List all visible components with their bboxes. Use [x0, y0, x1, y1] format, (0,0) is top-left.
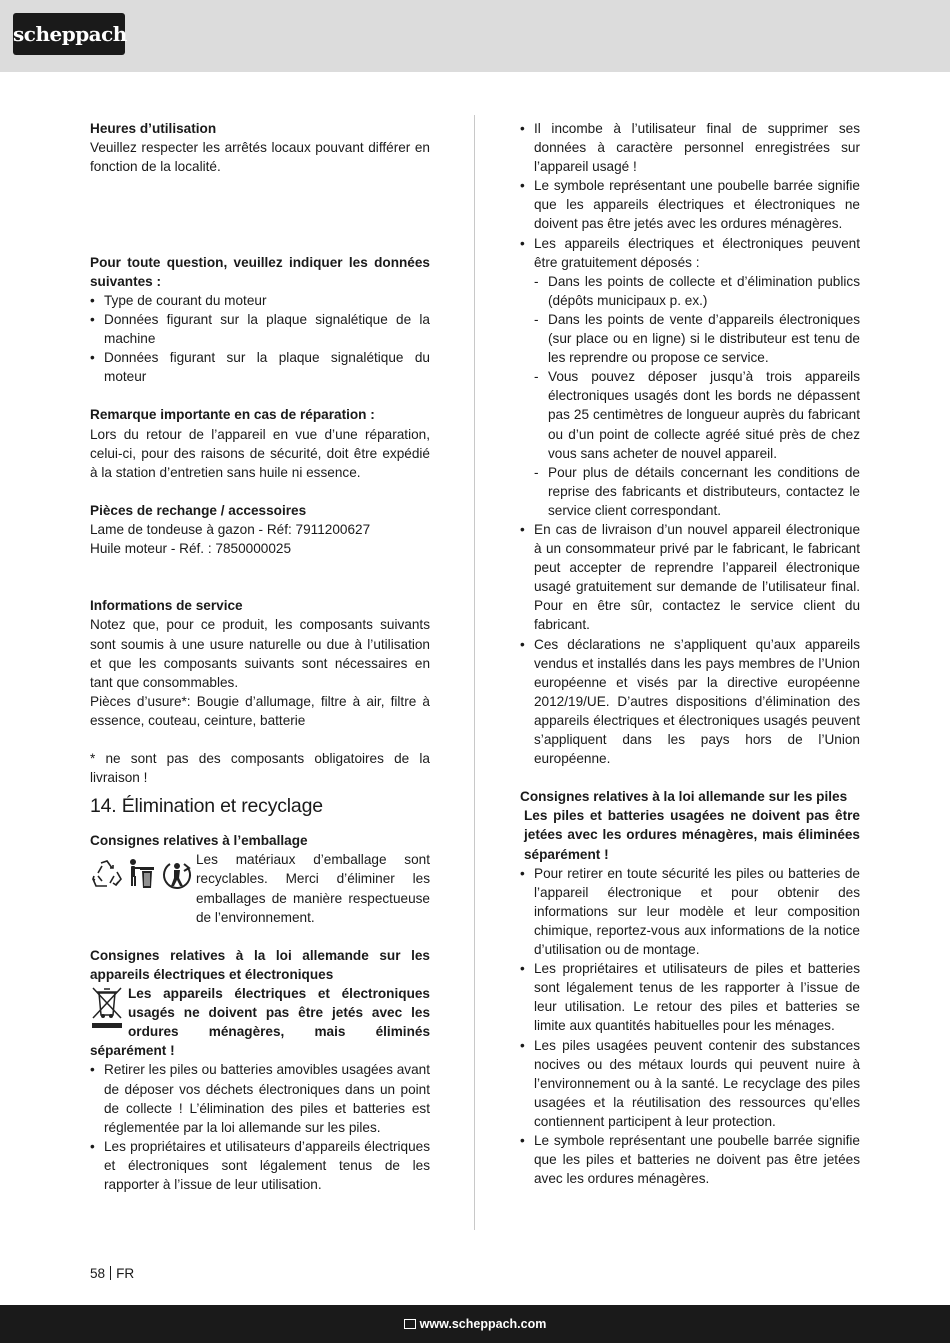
question-heading: Pour toute question, veuillez indiquer les données suivantes : [90, 254, 430, 289]
service-heading: Informations de service [90, 598, 243, 614]
footer-url[interactable] [0, 1315, 950, 1334]
repair-text: Lors du retour de l’appareil en vue d’une réparation, celui-ci, pour des raisons de sécurité, doit être expédié à la station d’entretien sans huile ni essence. [90, 426, 430, 480]
spare-part-line: Lame de tondeuse à gazon - Réf: 7911200627 [90, 521, 371, 537]
footer-bar [0, 1305, 950, 1343]
list-item: • Les propriétaires et utilisateurs d’appareils électriques et électroniques sont légalement tenus de les rapporter à l’issue de leur utilisation. [90, 1137, 430, 1194]
list-item: • En cas de livraison d’un nouvel appareil électronique à un consommateur privé par le fabricant, le fabricant peut accepter de reprendre l’appareil électronique usagé gratuitement sur demande de l’utilisateur final. Pour en être sûr, contactez le service client du fabricant. [520, 520, 860, 635]
packaging-text: Les matériaux d’emballage sont recyclables. Merci d’éliminer les emballages de manière respectueuse de l’environnement. [196, 852, 430, 925]
hours-text: Veuillez respecter les arrêtés locaux pouvant différer en fonction de la localité. [90, 140, 430, 175]
disposal-list [520, 119, 860, 768]
brand-logo [13, 13, 125, 55]
repair-heading: Remarque importante en cas de réparation : [90, 407, 375, 423]
monitor-icon [404, 1319, 416, 1329]
header-bar [0, 0, 950, 72]
packaging-heading: Consignes relatives à l’emballage [90, 833, 308, 849]
weee-warning: Les appareils électriques et électroniques usagés ne doivent pas être jetés avec les ordures ménagères, mais éliminés séparément ! [90, 986, 430, 1059]
battery-warning: Les piles et batteries usagées ne doivent pas être jetées avec les ordures ménagères, mais éliminées séparément ! [524, 808, 860, 862]
list-item: • Pour retirer en toute sécurité les piles ou batteries de l’appareil électronique et pour obtenir des informations sur leur modèle et leur composition chimique, reportez-vous aux informations de la notice d’utilisation ou de montage. [520, 864, 860, 959]
packaging-block [90, 850, 430, 926]
list-item: • Retirer les piles ou batteries amovibles usagées avant de déposer vos déchets électroniques dans un point de collecte ! L’élimination des piles et batteries est réglementée par la loi allemande sur les piles. [90, 1060, 430, 1136]
list-item: • Données figurant sur la plaque signalétique du moteur [90, 348, 430, 386]
sub-list-item: - Pour plus de détails concernant les conditions de reprise des fabricants et distributeurs, contactez le service client correspondant. [534, 463, 860, 520]
spare-part-line: Huile moteur - Réf. : 7850000025 [90, 541, 292, 557]
spare-parts-heading: Pièces de rechange / accessoires [90, 502, 307, 518]
footer-separator [110, 1266, 111, 1280]
list-item: • Les propriétaires et utilisateurs de piles et batteries sont légalement tenus de les rapporter à l’issue de leur utilisation. Le retour des piles et batteries se limite aux quantités habituelles pour les ménages. [520, 959, 860, 1035]
trash-bin-person-icon [127, 858, 157, 890]
footnote: * ne sont pas des composants obligatoires de la livraison ! [90, 751, 430, 786]
weee-list [90, 1060, 430, 1194]
list-item: • Type de courant du moteur [90, 291, 430, 310]
sub-list-item: - Vous pouvez déposer jusqu’à trois appareils électroniques usagés dont les bords ne dépassent pas 25 centimètres de longueur auprès du fabricant ou d’un point de collecte agréé situé près de chez vous sans acheter de nouvel appareil. [534, 367, 860, 462]
weee-block [90, 984, 430, 1060]
collection-points-list [534, 272, 860, 520]
list-item: • Il incombe à l’utilisateur final de supprimer ses données à caractère personnel enregistrées sur l’appareil usagé ! [520, 119, 860, 176]
battery-list [520, 864, 860, 1189]
list-item-text: Les appareils électriques et électroniques peuvent être gratuitement déposés : [534, 235, 860, 270]
service-text: Notez que, pour ce produit, les composants suivants sont soumis à une usure naturelle ou due à l’utilisation et que les composants suivants sont nécessaires en tant que consommables. [90, 617, 430, 690]
question-list [90, 291, 430, 386]
recycle-icon [90, 859, 124, 889]
sub-list-item: - Dans les points de vente d’appareils électroniques (sur place ou en ligne) si le distributeur est tenu de les reprendre ou propose ce service. [534, 310, 860, 367]
sub-list-item: - Dans les points de collecte et d’élimination publics (dépôts municipaux p. ex.) [534, 272, 860, 310]
section-title: 14. Élimination et recyclage [90, 795, 323, 818]
page-number: 58 [90, 1266, 106, 1281]
column-divider [474, 115, 475, 1230]
weee-heading: Consignes relatives à la loi allemande sur les appareils électriques et électroniques [90, 947, 430, 982]
list-item: • Ces déclarations ne s’appliquent qu’aux appareils vendus et installés dans les pays membres de l’Union européenne et visés par la directive européenne 2012/19/UE. D’autres dispositions d’élimination des appareils électriques et électroniques usagés peuvent s’appliquent dans les pays hors de l’Union européenne. [520, 635, 860, 769]
recycling-person-icon [160, 858, 194, 890]
page-footer-label [90, 1264, 134, 1283]
crossed-bin-icon [90, 985, 124, 1029]
wear-parts-text: Pièces d’usure*: Bougie d’allumage, filtre à air, filtre à essence, couteau, ceinture, batterie [90, 693, 430, 728]
left-column [90, 119, 430, 1194]
list-item: • Les piles usagées peuvent contenir des substances nocives ou des métaux lourds qui peuvent nuire à l’environnement ou à la santé. Le recyclage des piles usagées et la réutilisation des ressources qu’elles contiennent participent à leur protection. [520, 1036, 860, 1131]
hours-heading: Heures d’utilisation [90, 121, 217, 136]
brand-logo-text: scheppach [13, 22, 127, 46]
list-item: • Le symbole représentant une poubelle barrée signifie que les piles et batteries ne doivent pas être jetées avec les ordures ménagères. [520, 1131, 860, 1188]
list-item: • Le symbole représentant une poubelle barrée signifie que les appareils électriques et électroniques ne doivent pas être jetés avec les ordures ménagères. [520, 176, 860, 233]
list-item: • Données figurant sur la plaque signalétique de la machine [90, 310, 430, 348]
list-item [520, 234, 860, 520]
packaging-icons [90, 850, 196, 890]
right-column [520, 119, 860, 1188]
language-code: FR [116, 1266, 135, 1281]
battery-heading: Consignes relatives à la loi allemande sur les piles [520, 789, 848, 805]
footer-url-text: www.scheppach.com [419, 1317, 547, 1331]
